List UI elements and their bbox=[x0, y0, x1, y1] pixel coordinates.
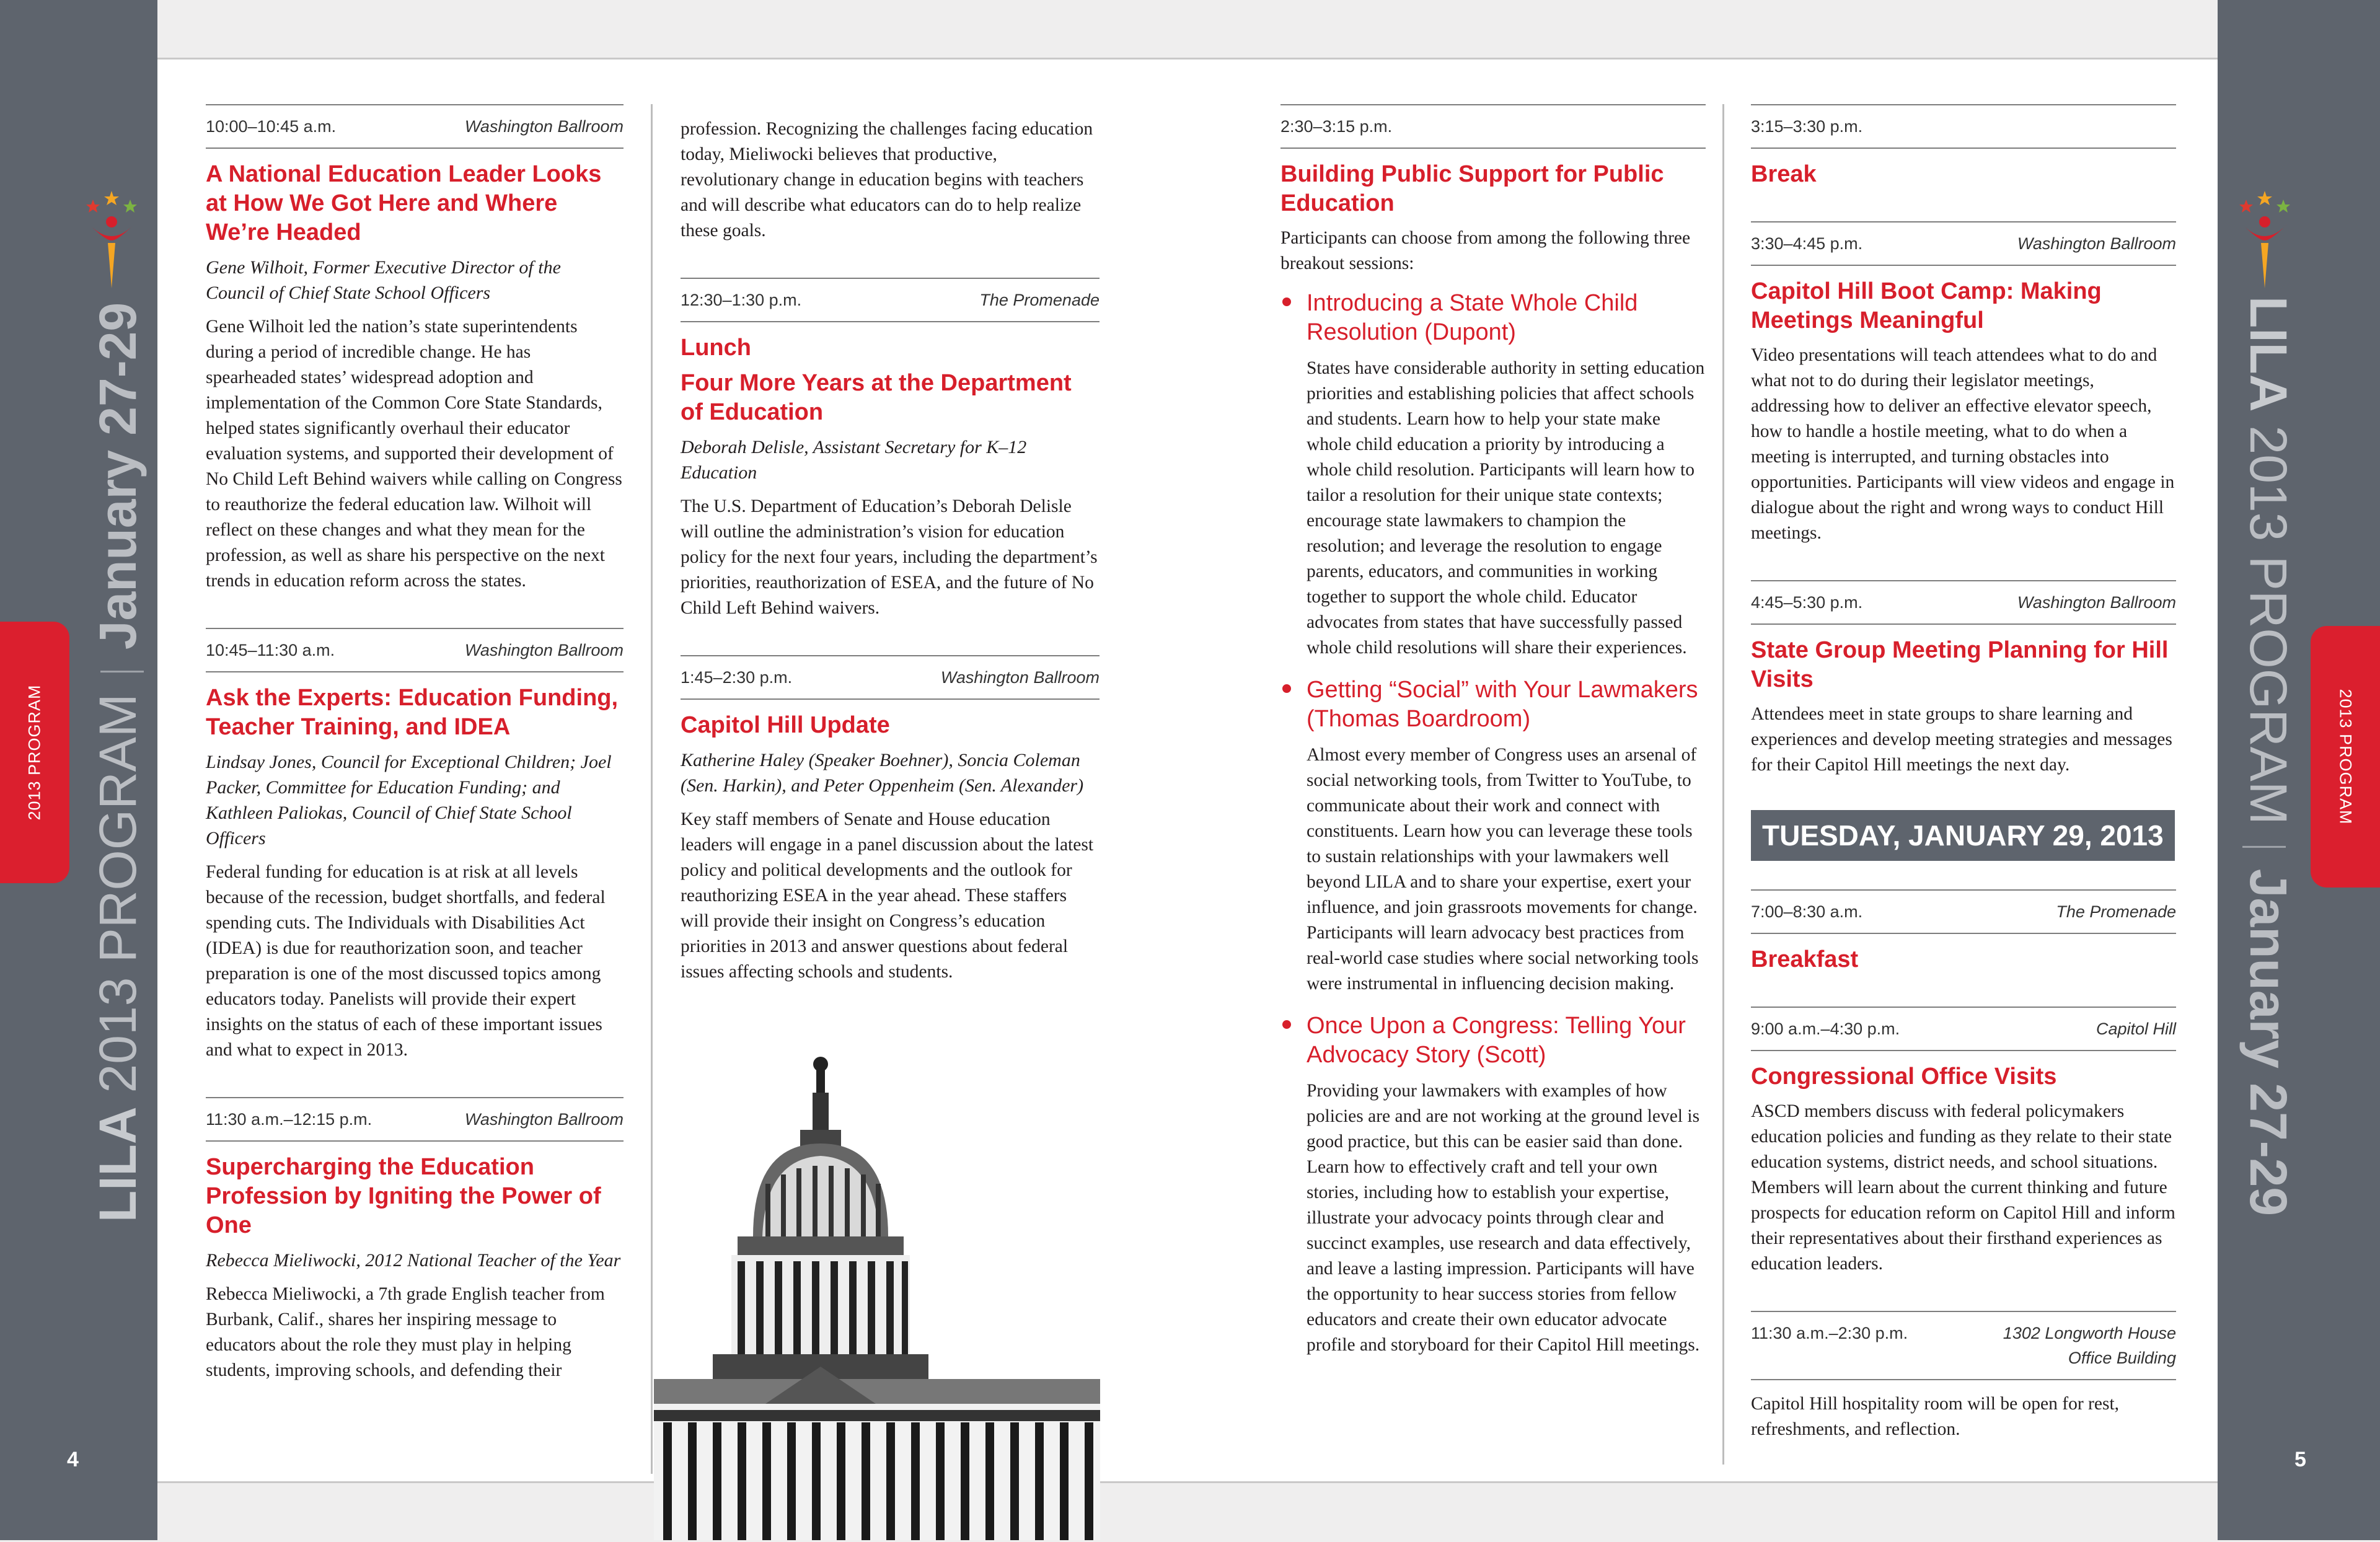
session-room: The Promenade bbox=[979, 291, 1100, 309]
continued-text: profession. Recognizing the challenges facing education today, Mieliwocki believes that productive, revolutionary change in education begins with teachers and will describe what educators can do to help realize these goals. bbox=[681, 119, 1093, 240]
session-room: Washington Ballroom bbox=[940, 668, 1100, 687]
session-description: Capitol Hill hospitality room will be open for rest, refreshments, and reflection. bbox=[1751, 1394, 2120, 1439]
breakout-title: Once Upon a Congress: Telling Your Advocacy Story (Scott) bbox=[1307, 1013, 1686, 1068]
session-title: Building Public Support for Public Education bbox=[1280, 161, 1664, 216]
page-number-left: 4 bbox=[67, 1448, 79, 1471]
breakout-title: Introducing a State Whole Child Resolution (Dupont) bbox=[1307, 290, 1638, 345]
session-room: Washington Ballroom bbox=[2017, 234, 2176, 253]
session-time: 7:00–8:30 a.m. bbox=[1751, 902, 1863, 921]
page-number-right: 5 bbox=[2294, 1448, 2306, 1471]
left-title-dates: January 27-29 bbox=[89, 302, 147, 650]
session-description: The U.S. Department of Education’s Deborah Delisle will outline the administration’s vision for education policy for the next four years, including the department’s priorities, reauthorization of ESEA, and the future of No Child Left Behind waivers. bbox=[681, 496, 1098, 618]
bullet-icon bbox=[1282, 297, 1291, 306]
session-time: 11:30 a.m.–2:30 p.m. bbox=[1751, 1324, 1908, 1342]
column-4 bbox=[1751, 104, 2176, 1442]
right-title-dates: January 27-29 bbox=[2239, 868, 2298, 1217]
session-description: Attendees meet in state groups to share learning and experiences and develop meeting strategies and messages for their Capitol Hill meetings the next day. bbox=[1751, 704, 2172, 775]
session-time: 1:45–2:30 p.m. bbox=[681, 668, 793, 687]
breakout-description: States have considerable authority in setting education priorities and establishing policies that affect schools and students. Learn how to help your state make whole child education a priority by introducing a whole child resolution. Participants will learn how to tailor a resolution for their unique state contexts; encourage state lawmakers to champion the resolution; and leverage the resolution to engage parents, educators, and communities in working together to support the whole child. Educator advocates from states that have successfully passed whole child resolutions will share their experiences. bbox=[1307, 358, 1705, 658]
session-meta bbox=[1751, 1007, 2176, 1051]
session-meta bbox=[1751, 580, 2176, 625]
session-title: Breakfast bbox=[1751, 946, 1859, 972]
right-title-bold: LILA bbox=[2239, 296, 2298, 412]
session-time: 3:30–4:45 p.m. bbox=[1751, 234, 1863, 253]
session-time: 9:00 a.m.–4:30 p.m. bbox=[1751, 1020, 1900, 1038]
breakout-list bbox=[1280, 289, 1706, 1358]
session-meta bbox=[1751, 1311, 2176, 1380]
session-speaker: Rebecca Mieliwocki, 2012 National Teacher of the Year bbox=[206, 1250, 621, 1271]
right-title-year: 2013 PROGRAM bbox=[2239, 425, 2298, 825]
session-title: Ask the Experts: Education Funding, Teacher Training, and IDEA bbox=[206, 685, 619, 740]
session-speaker: Katherine Haley (Speaker Boehner), Soncia Coleman (Sen. Harkin), and Peter Oppenheim (Sen. Alexander) bbox=[681, 750, 1084, 796]
left-title-year: 2013 PROGRAM bbox=[89, 694, 147, 1093]
day-heading: TUESDAY, JANUARY 29, 2013 bbox=[1751, 810, 2175, 861]
session-description: Video presentations will teach attendees what to do and what not to do during their legislator meetings, addressing how to deliver an effective elevator speech, how to handle a hostile meeting, what to do when a meeting is interrupted, and turning obstacles into opportunities. Participants will view videos and engage in dialogue about the right and wrong ways to conduct Hill meetings. bbox=[1751, 345, 2175, 543]
breakout-item bbox=[1280, 676, 1706, 997]
breakout-item bbox=[1280, 1011, 1706, 1358]
session-room bbox=[2003, 1321, 2176, 1370]
session-room: Washington Ballroom bbox=[464, 1110, 624, 1129]
breakout-title: Getting “Social” with Your Lawmakers (Thomas Boardroom) bbox=[1307, 677, 1698, 732]
session-meta bbox=[681, 655, 1100, 700]
breakout-description: Almost every member of Congress uses an arsenal of social networking tools, from Twitter to YouTube, to communicate about their work and connect with constituents. Learn how you can leverage these tools to sustain relationships with your lawmakers well beyond LILA and to share your expertise, exert your influence, and join grassroots movements for change. Participants will learn advocacy best practices from real-world case studies where social networking tools were instrumental in influencing decision making. bbox=[1307, 745, 1699, 993]
column-2 bbox=[681, 104, 1100, 985]
column-3 bbox=[1280, 104, 1706, 1373]
session-meta bbox=[206, 104, 624, 149]
session-time: 2:30–3:15 p.m. bbox=[1280, 117, 1393, 136]
column-divider bbox=[651, 104, 653, 1474]
session-room: Washington Ballroom bbox=[2017, 593, 2176, 612]
session-subtitle: Four More Years at the Department of Education bbox=[681, 370, 1072, 425]
session-speaker: Gene Wilhoit, Former Executive Director of the Council of Chief State School Officers bbox=[206, 257, 561, 303]
session-description: Federal funding for education is at risk at all levels because of the recession, budget shortfalls, and federal spending cuts. The Individuals with Disabilities Act (IDEA) is due for reauthorization soon, and teacher preparation is one of the most discussed topics among educators today. Panelists will provide their expert insights on the status of each of these important issues and what to expect in 2013. bbox=[206, 862, 606, 1060]
right-section-tab bbox=[2311, 626, 2380, 888]
session-title: Congressional Office Visits bbox=[1751, 1064, 2057, 1090]
capitol-dome-illustration bbox=[654, 1051, 1100, 1540]
left-title-bold: LILA bbox=[89, 1106, 147, 1223]
bullet-icon bbox=[1282, 1020, 1291, 1029]
column-1 bbox=[206, 104, 624, 1383]
bullet-icon bbox=[1282, 684, 1291, 693]
left-section-tab bbox=[0, 622, 69, 883]
session-title: Capitol Hill Update bbox=[681, 712, 890, 738]
breakout-description: Providing your lawmakers with examples of how policies are and are not working at the ground level is good practice, but this can be easier said than done. Learn how to effectively craft and tell your own stories, including how to establish your expertise, illustrate your advocacy points through clear and succinct examples, use research and data effectively, and leave a lasting impression. Participants will have the opportunity to hear success stories from fellow educators and create their own educator advocate profile and storyboard for their Capitol Hill meetings. bbox=[1307, 1081, 1700, 1355]
session-room-line2: Office Building bbox=[2068, 1349, 2176, 1367]
session-time: 12:30–1:30 p.m. bbox=[681, 291, 802, 309]
session-speaker: Deborah Delisle, Assistant Secretary for K–12 Education bbox=[681, 437, 1027, 483]
session-meta bbox=[206, 1097, 624, 1142]
right-tab-label: 2013 PROGRAM bbox=[2336, 689, 2355, 825]
session-room-line1: 1302 Longworth House bbox=[2003, 1324, 2176, 1342]
session-room: The Promenade bbox=[2056, 902, 2176, 921]
session-title: Lunch bbox=[681, 335, 751, 361]
lila-logo-icon bbox=[81, 186, 143, 291]
session-title: State Group Meeting Planning for Hill Visits bbox=[1751, 637, 2169, 692]
left-tab-label: 2013 PROGRAM bbox=[25, 684, 44, 821]
session-description: Key staff members of Senate and House education leaders will engage in a panel discussion about the latest policy and political developments and the outlook for reauthorizing ESEA in the year ahead. These staffers will provide their insight on Congress’s education priorities in 2013 and answer questions about federal issues affecting schools and students. bbox=[681, 809, 1094, 982]
session-meta bbox=[206, 628, 624, 672]
bottom-band bbox=[0, 1481, 2380, 1542]
session-room: Washington Ballroom bbox=[464, 117, 624, 136]
session-room: Capitol Hill bbox=[2096, 1020, 2176, 1038]
session-description: Rebecca Mieliwocki, a 7th grade English teacher from Burbank, Calif., shares her inspiring message to educators about the role they must play in helping students, improving schools, and defending their bbox=[206, 1284, 605, 1380]
session-description: ASCD members discuss with federal policymakers education policies and funding as they relate to their state education systems, district needs, and school situations. Members will learn about the current thinking and future prospects for education reform on Capitol Hill and inform their representatives about their firsthand experiences as education leaders. bbox=[1751, 1101, 2175, 1274]
session-meta bbox=[1751, 221, 2176, 266]
session-intro: Participants can choose from among the following three breakout sessions: bbox=[1280, 228, 1691, 273]
session-room: Washington Ballroom bbox=[464, 641, 624, 659]
session-time: 10:45–11:30 a.m. bbox=[206, 641, 335, 659]
session-time: 4:45–5:30 p.m. bbox=[1751, 593, 1863, 612]
column-divider bbox=[1722, 104, 1724, 1465]
session-time: 11:30 a.m.–12:15 p.m. bbox=[206, 1110, 372, 1129]
session-description: Gene Wilhoit led the nation’s state superintendents during a period of incredible change. He has spearheaded states’ widespread adoption and implementation of the Common Core State Standards, helped states significantly overhaul their educator evaluation systems, and supported their development of No Child Left Behind waivers while calling on Congress to reauthorize the federal education law. Wilhoit will reflect on these changes and what they mean for the profession, as well as share his perspective on the next trends in education reform across the states. bbox=[206, 317, 622, 591]
session-meta bbox=[1751, 889, 2176, 934]
right-vertical-title bbox=[2239, 296, 2298, 1217]
session-time: 3:15–3:30 p.m. bbox=[1751, 117, 1863, 136]
left-vertical-title bbox=[89, 302, 147, 1223]
session-speaker: Lindsay Jones, Council for Exceptional Children; Joel Packer, Committee for Education Funding; and Kathleen Paliokas, Council of Chief State School Officers bbox=[206, 752, 612, 848]
session-title: Break bbox=[1751, 161, 1817, 187]
session-title: Supercharging the Education Profession by Igniting the Power of One bbox=[206, 1154, 601, 1238]
lila-logo-icon bbox=[2234, 186, 2296, 291]
session-time: 10:00–10:45 a.m. bbox=[206, 117, 337, 136]
session-title: A National Education Leader Looks at How We Got Here and Where We’re Headed bbox=[206, 161, 602, 245]
session-meta bbox=[1280, 104, 1706, 149]
session-meta bbox=[1751, 104, 2176, 149]
session-title: Capitol Hill Boot Camp: Making Meetings Meaningful bbox=[1751, 278, 2102, 333]
breakout-item bbox=[1280, 289, 1706, 661]
top-band bbox=[0, 0, 2380, 59]
session-meta bbox=[681, 278, 1100, 322]
